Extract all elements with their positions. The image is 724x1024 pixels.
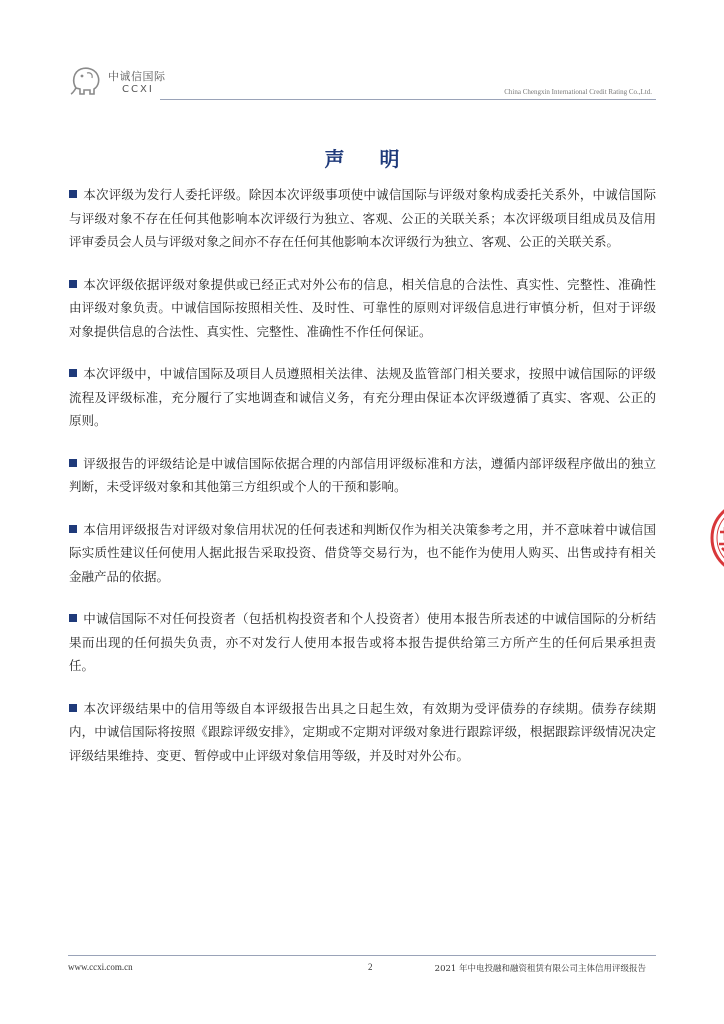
paragraph-text: 本次评级为发行人委托评级。除因本次评级事项使中诚信国际与评级对象构成委托关系外，中诚信国际与评级对象不存在任何其他影响本次评级行为独立、客观、公正的关联关系；本次评级项目组成员及信用评审委员会人员与评级对象之间亦不存在任何其他影响本次评级行为独立、客观、公正的关联关系。 xyxy=(69,187,656,249)
statement-paragraph xyxy=(69,183,656,254)
footer-website: www.ccxi.com.cn xyxy=(68,962,133,972)
page-header xyxy=(68,62,656,102)
page-number: 2 xyxy=(368,962,373,972)
paragraph-text: 本次评级依据评级对象提供或已经正式对外公布的信息，相关信息的合法性、真实性、完整性、准确性由评级对象负责。中诚信国际按照相关性、及时性、可靠性的原则对评级信息进行审慎分析，但对于评级对象提供信息的合法性、真实性、完整性、准确性不作任何保证。 xyxy=(69,276,656,339)
square-bullet-icon xyxy=(69,525,77,533)
paragraph-text: 本信用评级报告对评级对象信用状况的任何表述和判断仅作为相关决策参考之用，并不意味着中诚信国际实质性建议任何使用人据此报告采取投资、借贷等交易行为，也不能作为使用人购买、出售或持有相关金融产品的依据。 xyxy=(69,521,656,584)
square-bullet-icon xyxy=(69,459,77,467)
page-footer xyxy=(68,955,656,976)
company-seal-stamp xyxy=(708,498,724,578)
paragraph-text: 评级报告的评级结论是中诚信国际依据合理的内部信用评级标准和方法，遵循内部评级程序做出的独立判断，未受评级对象和其他第三方组织或个人的干预和影响。 xyxy=(69,455,656,494)
statement-body xyxy=(69,183,656,786)
statement-paragraph xyxy=(69,518,656,589)
statement-paragraph xyxy=(69,452,656,499)
company-english-name: China Chengxin International Credit Rating Co.,Ltd. xyxy=(504,88,652,96)
square-bullet-icon xyxy=(69,190,77,198)
logo-chinese-name: 中诚信国际 xyxy=(108,70,166,83)
square-bullet-icon xyxy=(69,704,77,712)
page-title: 声 明 xyxy=(324,147,414,171)
square-bullet-icon xyxy=(69,614,77,622)
statement-paragraph xyxy=(69,362,656,433)
statement-paragraph xyxy=(69,697,656,768)
statement-paragraph xyxy=(69,607,656,678)
footer-report-name: 2021 年中电投融和融资租赁有限公司主体信用评级报告 xyxy=(434,964,646,974)
header-divider xyxy=(160,99,656,100)
square-bullet-icon xyxy=(69,280,77,288)
square-bullet-icon xyxy=(69,369,77,377)
paragraph-text: 本次评级中，中诚信国际及项目人员遵照相关法律、法规及监管部门相关要求，按照中诚信国际的评级流程及评级标准，充分履行了实地调查和诚信义务，有充分理由保证本次评级遵循了真实、客观、公正的原则。 xyxy=(69,366,656,428)
statement-paragraph xyxy=(69,273,656,344)
elephant-logo-icon xyxy=(70,64,104,96)
logo-english-name: CCXI xyxy=(122,84,154,95)
paragraph-text: 中诚信国际不对任何投资者（包括机构投资者和个人投资者）使用本报告所表述的中诚信国际的分析结果而出现的任何损失负责，亦不对发行人使用本报告或将本报告提供给第三方所产生的任何后果承担责任。 xyxy=(69,611,656,673)
paragraph-text: 本次评级结果中的信用等级自本评级报告出具之日起生效，有效期为受评债券的存续期。债券存续期内，中诚信国际将按照《跟踪评级安排》，定期或不定期对评级对象进行跟踪评级，根据跟踪评级情况决定评级结果维持、变更、暂停或中止评级对象信用等级，并及时对外公布。 xyxy=(69,700,656,763)
ccxi-logo xyxy=(68,62,198,100)
